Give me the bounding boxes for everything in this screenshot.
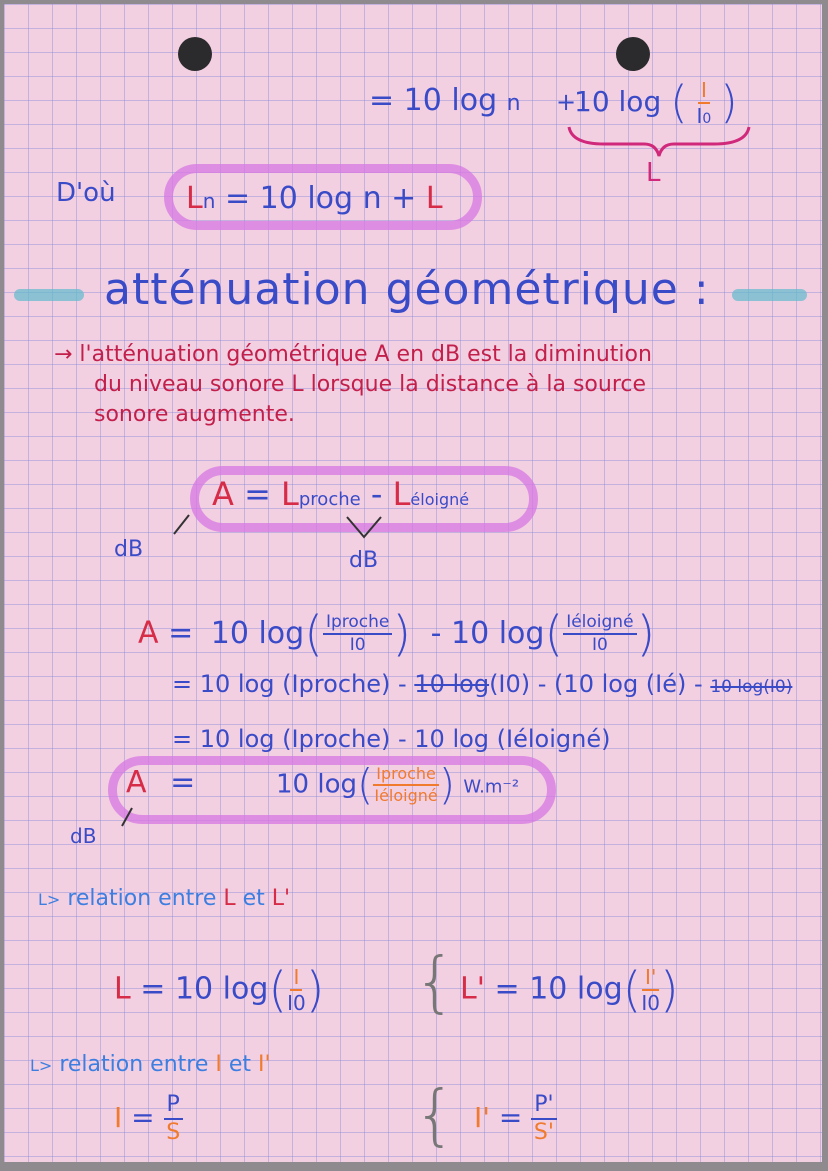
- definition-line-3: sonore augmente.: [94, 402, 295, 427]
- derivation-line-2: = 10 log (Iproche) - 10 log(I0) - (10 log (Ié) - 10 log(I0): [172, 670, 793, 698]
- A-definition: A = Lproche - Léloigné: [212, 475, 470, 513]
- relation-I-left: I = $\frac{P}{S}$: [114, 1094, 183, 1144]
- ln-formula: Ln = 10 log n + L: [186, 181, 443, 216]
- unit-dB-left: dB: [114, 537, 144, 562]
- top-formula: = 10 log n: [369, 83, 521, 118]
- brace-I: {: [414, 1076, 456, 1153]
- underbrace: [564, 122, 754, 162]
- unit-pointers: [169, 509, 409, 549]
- relation-L-left: L = 10 log( $\frac{I}{I0}$ ): [114, 962, 325, 1018]
- section-title: atténuation géométrique :: [104, 264, 710, 315]
- relation-L-right: L' = 10 log( $\frac{I'}{I0}$ ): [460, 962, 679, 1018]
- unit-dB-A: dB: [70, 824, 97, 848]
- definition-line-2: du niveau sonore L lorsque la distance à la source: [94, 372, 647, 397]
- unit-dB-bottom: dB: [349, 548, 379, 573]
- relation-I-header: L> relation entre I et I': [30, 1052, 271, 1077]
- brace-L: {: [414, 943, 456, 1020]
- brace-label: L: [646, 158, 661, 188]
- relation-I-right: I' = $\frac{P'}{S'}$: [474, 1094, 557, 1144]
- binder-hole-left: [178, 37, 212, 71]
- derivation-line-4: A =: [126, 765, 196, 800]
- definition-line-1: → l'atténuation géométrique A en dB est la diminution: [54, 342, 652, 367]
- dou-label: D'où: [56, 178, 116, 208]
- top-log-term: 10 log ( $\frac{I}{I0}$ ): [574, 75, 738, 129]
- title-band-left: [14, 289, 84, 301]
- unit-pointer-A: [108, 804, 148, 834]
- relation-L-header: L> relation entre L et L': [38, 886, 291, 911]
- derivation-line-4-log: 10 log( $\frac{\text{Iproche}}{\text{Iéloigné}}$ ) W.m⁻²: [276, 760, 520, 809]
- title-band-right: [732, 289, 807, 301]
- top-plus: +: [556, 88, 577, 116]
- note-page: [4, 4, 822, 1162]
- derivation-line-1: A = 10 log( $\frac{\text{Iproche}}{I0}$ ) - 10 log( $\frac{\text{Iéloigné}}{I0}$ ): [138, 606, 656, 662]
- binder-hole-right: [616, 37, 650, 71]
- derivation-line-3: = 10 log (Iproche) - 10 log (Iéloigné): [172, 725, 611, 753]
